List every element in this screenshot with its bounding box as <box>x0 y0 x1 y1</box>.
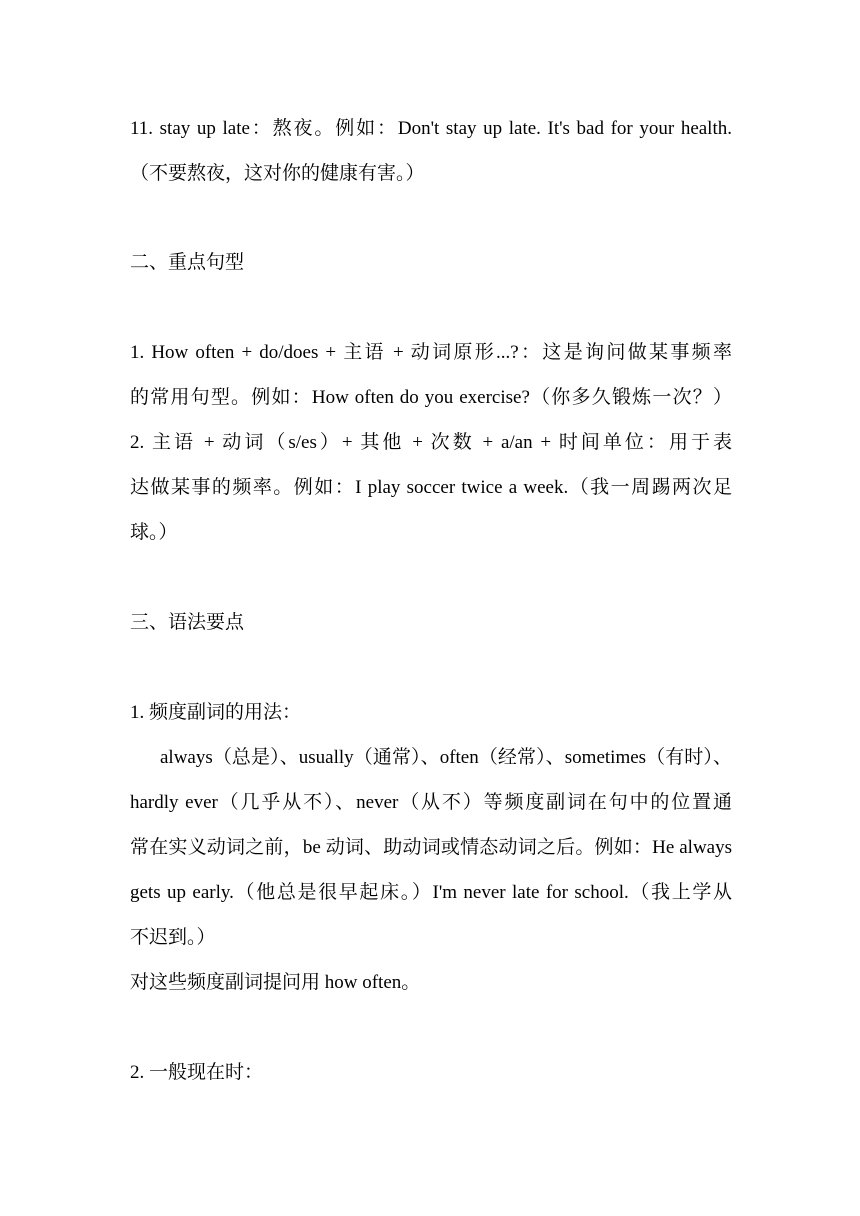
grammar-1-line-6: 对这些频度副词提问用 how often。 <box>130 972 421 993</box>
sentence-pattern-1-line-1: 1. How often + do/does + 主语 + 动词原形...?：这是询问做某事频率 <box>130 342 732 363</box>
section-2-heading: 二、重点句型 <box>130 252 245 273</box>
grammar-1-line-4: gets up early.（他总是很早起床。）I'm never late for school.（我上学从 <box>130 882 732 903</box>
sentence-pattern-2-line-1: 2. 主语 + 动词（s/es）+ 其他 + 次数 + a/an + 时间单位：用于表 <box>130 432 732 453</box>
grammar-1-title: 1. 频度副词的用法： <box>130 702 302 723</box>
sentence-pattern-2-line-3: 球。） <box>130 522 178 543</box>
section-3-heading: 三、语法要点 <box>130 612 245 633</box>
sentence-pattern-2-line-2: 达做某事的频率。例如：I play soccer twice a week.（我一周踢两次足 <box>130 477 732 498</box>
grammar-1-line-5: 不迟到。） <box>130 927 216 948</box>
grammar-1-line-2: hardly ever（几乎从不）、never（从不）等频度副词在句中的位置通 <box>130 792 732 813</box>
item-11-line-1: 11. stay up late：熬夜。例如：Don't stay up late. It's bad for your health. <box>130 118 732 139</box>
grammar-2-title: 2. 一般现在时： <box>130 1062 264 1083</box>
grammar-1-line-3: 常在实义动词之前，be 动词、助动词或情态动词之后。例如：He always <box>130 837 732 858</box>
sentence-pattern-1-line-2: 的常用句型。例如：How often do you exercise?（你多久锻炼一次？） <box>130 387 732 408</box>
item-11-line-2: （不要熬夜，这对你的健康有害。） <box>130 163 425 184</box>
grammar-1-line-1: always（总是）、usually（通常）、often（经常）、sometimes（有时）、 <box>160 747 732 768</box>
